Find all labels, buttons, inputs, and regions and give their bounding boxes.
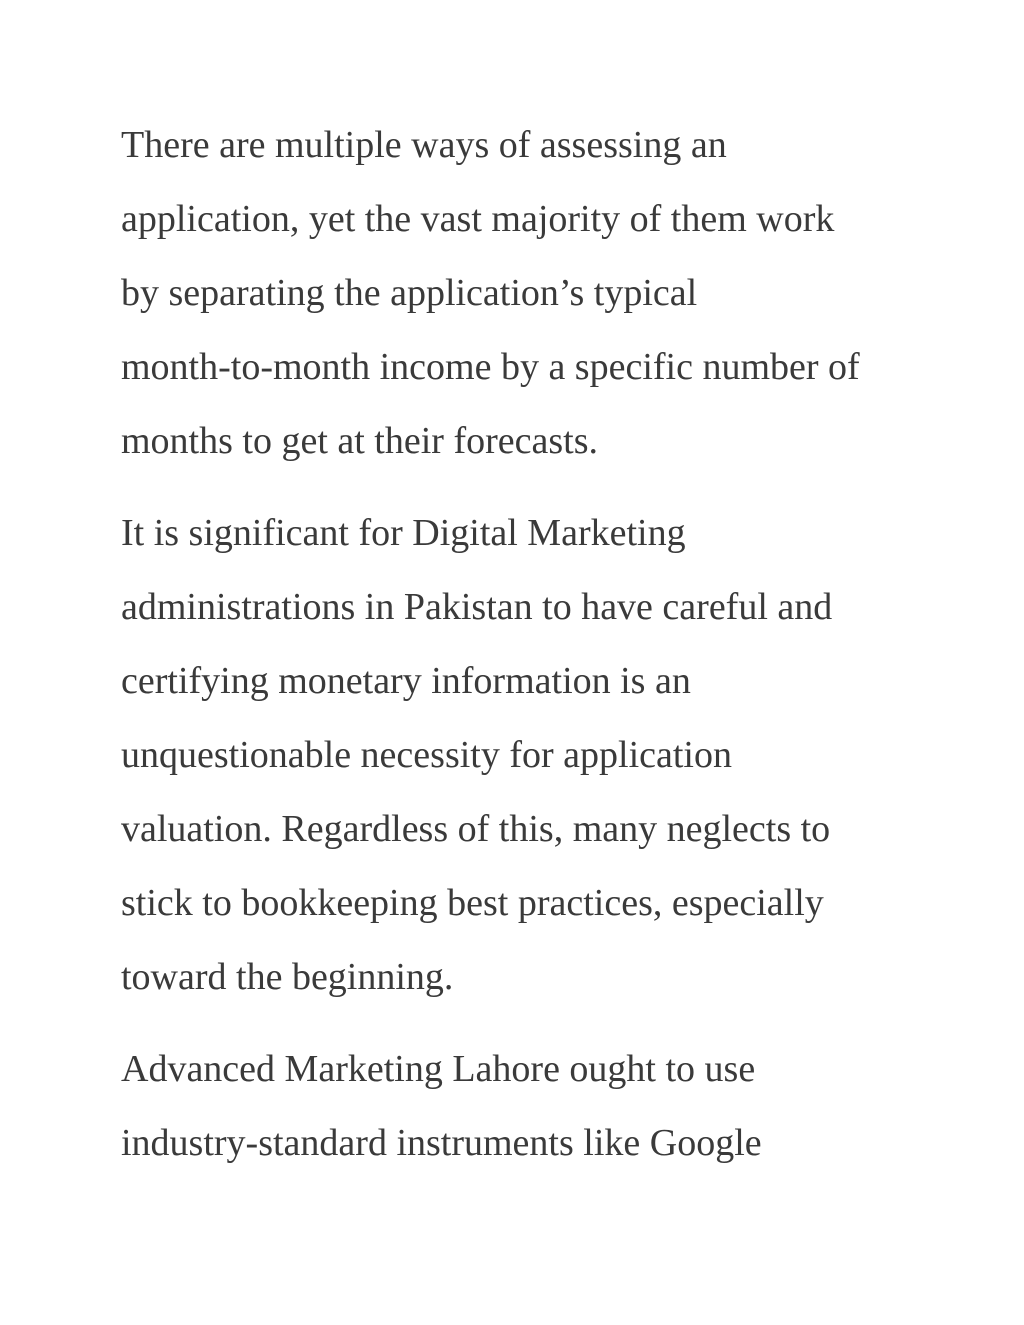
- paragraph-line: toward the beginning.: [121, 956, 454, 998]
- paragraph-line: industry-standard instruments like Google: [121, 1122, 762, 1164]
- paragraph-line: month-to-month income by a specific number of: [121, 346, 860, 388]
- paragraph-line: certifying monetary information is an: [121, 660, 691, 702]
- paragraph-line: stick to bookkeeping best practices, especially: [121, 882, 824, 924]
- paragraph-line: Advanced Marketing Lahore ought to use: [121, 1048, 756, 1090]
- paragraph-1: [121, 108, 921, 478]
- paragraph-line: It is significant for Digital Marketing: [121, 512, 686, 554]
- paragraph-line: administrations in Pakistan to have careful and: [121, 586, 833, 628]
- paragraph-line: months to get at their forecasts.: [121, 420, 598, 462]
- paragraph-line: by separating the application’s typical: [121, 272, 698, 314]
- paragraph-2: [121, 496, 921, 1014]
- paragraph-line: unquestionable necessity for application: [121, 734, 732, 776]
- paragraph-line: There are multiple ways of assessing an: [121, 124, 727, 166]
- paragraph-line: valuation. Regardless of this, many neglects to: [121, 808, 831, 850]
- paragraph-3: [121, 1032, 921, 1180]
- paragraph-line: application, yet the vast majority of them work: [121, 198, 835, 240]
